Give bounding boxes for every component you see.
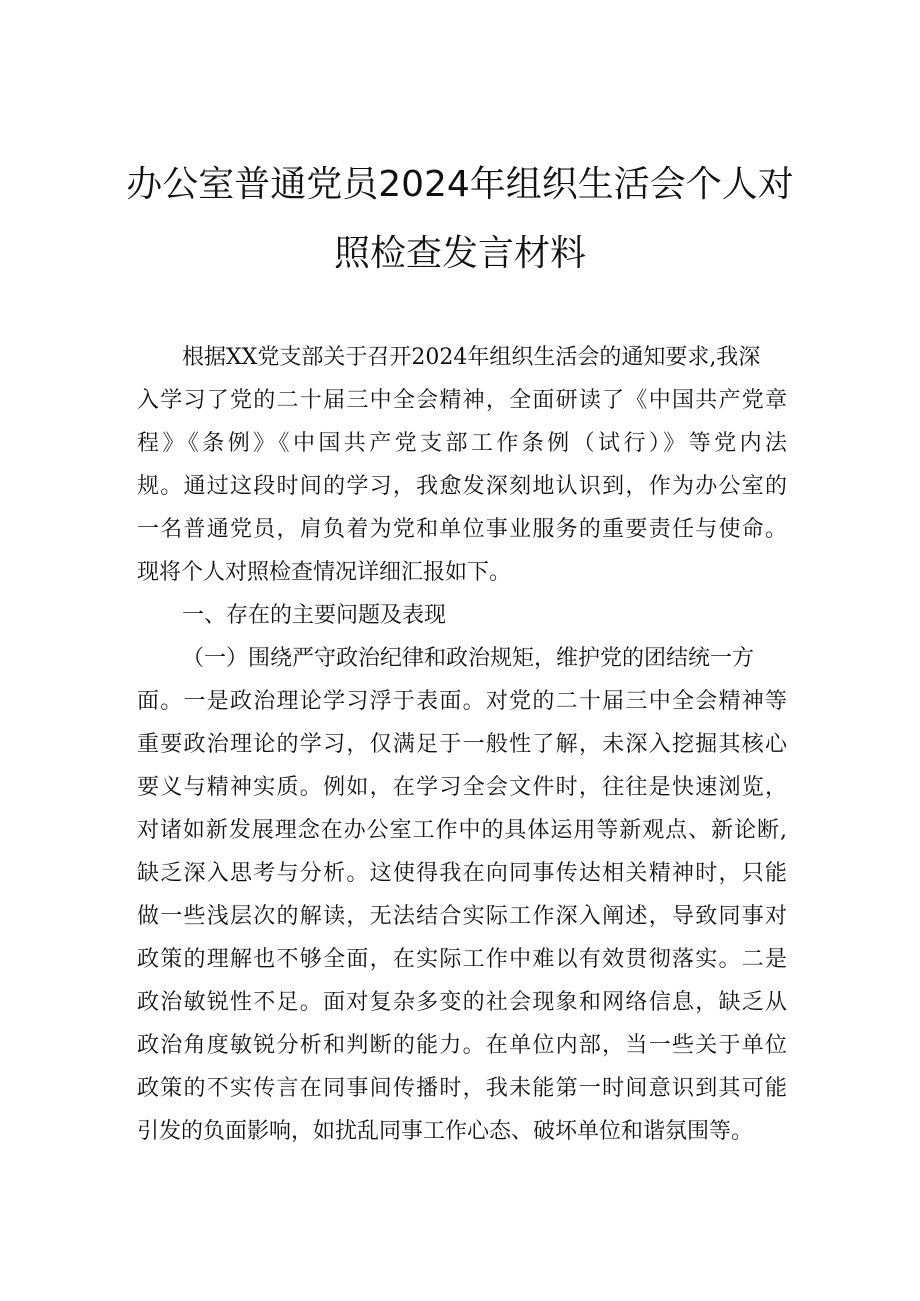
document-title-line-1: 办公室普通党员2024年组织生活会个人对 <box>126 164 794 205</box>
paragraph-line: 政策的不实传言在同事间传播时，我未能第一时间意识到其可能 <box>137 1076 787 1101</box>
paragraph-line: 引发的负面影响，如扰乱同事工作心态、破坏单位和谐氛围等。 <box>137 1119 754 1144</box>
paragraph-line: 政治角度敏锐分析和判断的能力。在单位内部，当一些关于单位 <box>137 1033 787 1058</box>
paragraph-line: 要义与精神实质。例如，在学习全会文件时，往往是快速浏览， <box>137 775 787 800</box>
paragraph-line: 入学习了党的二十届三中全会精神，全面研读了《中国共产党章 <box>137 388 787 413</box>
paragraph-line: 对诸如新发展理念在办公室工作中的具体运用等新观点、新论断, <box>137 818 787 843</box>
paragraph-line: 重要政治理论的学习，仅满足于一般性了解，未深入挖掘其核心 <box>137 732 787 757</box>
paragraph-line: 做一些浅层次的解读，无法结合实际工作深入阐述，导致同事对 <box>137 904 787 929</box>
section-heading: 一、存在的主要问题及表现 <box>182 603 447 628</box>
paragraph-line: 缺乏深入思考与分析。这使得我在向同事传达相关精神时，只能 <box>137 861 787 886</box>
paragraph-line: 程》《条例》《中国共产党支部工作条例（试行）》等党内法 <box>137 431 787 456</box>
paragraph-line: 根据XX党支部关于召开2024年组织生活会的通知要求,我深 <box>182 345 761 370</box>
document-title-line-2: 照检查发言材料 <box>333 233 586 274</box>
paragraph-line: 面。一是政治理论学习浮于表面。对党的二十届三中全会精神等 <box>137 689 787 714</box>
paragraph-line: （一）围绕严守政治纪律和政治规矩，维护党的团结统一方 <box>182 646 755 671</box>
paragraph-line: 政策的理解也不够全面，在实际工作中难以有效贯彻落实。二是 <box>137 947 787 972</box>
paragraph-line: 一名普通党员，肩负着为党和单位事业服务的重要责任与使命。 <box>137 517 787 542</box>
paragraph-line: 现将个人对照检查情况详细汇报如下。 <box>137 560 512 585</box>
paragraph-line: 政治敏锐性不足。面对复杂多变的社会现象和网络信息，缺乏从 <box>137 990 787 1015</box>
paragraph-line: 规。通过这段时间的学习，我愈发深刻地认识到，作为办公室的 <box>137 474 787 499</box>
